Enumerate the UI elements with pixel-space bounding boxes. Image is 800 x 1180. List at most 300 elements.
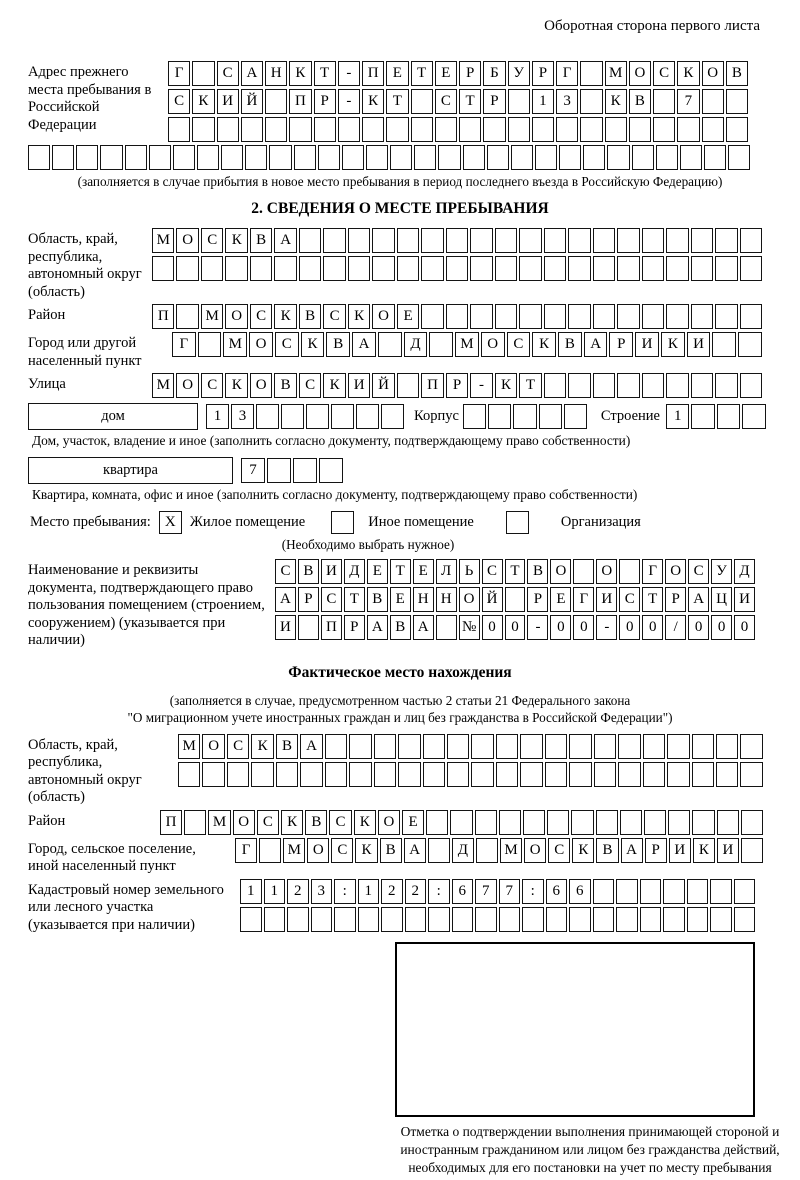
char-cell[interactable]: 7 <box>677 89 699 114</box>
char-cell[interactable] <box>463 404 486 429</box>
char-cell[interactable] <box>349 734 371 759</box>
char-cell[interactable]: С <box>250 304 272 329</box>
char-cell[interactable]: К <box>192 89 214 114</box>
char-cell[interactable] <box>642 228 664 253</box>
char-cell[interactable] <box>325 734 347 759</box>
char-cell[interactable]: О <box>202 734 224 759</box>
char-cell[interactable] <box>411 89 433 114</box>
char-cell[interactable] <box>656 145 678 170</box>
char-cell[interactable] <box>556 117 578 142</box>
char-cell[interactable] <box>618 762 640 787</box>
char-cell[interactable]: В <box>250 228 272 253</box>
char-cell[interactable]: С <box>329 810 351 835</box>
char-cell[interactable]: О <box>225 304 247 329</box>
char-cell[interactable]: Е <box>435 61 457 86</box>
char-cell[interactable] <box>470 304 492 329</box>
char-cell[interactable]: Т <box>459 89 481 114</box>
char-cell[interactable] <box>605 117 627 142</box>
char-cell[interactable]: И <box>669 838 691 863</box>
char-cell[interactable] <box>663 907 685 932</box>
char-cell[interactable] <box>192 61 214 86</box>
char-cell[interactable]: 2 <box>381 879 403 904</box>
char-cell[interactable]: А <box>413 615 434 640</box>
char-cell[interactable] <box>358 907 380 932</box>
char-cell[interactable] <box>691 404 715 429</box>
char-cell[interactable] <box>519 256 541 281</box>
char-cell[interactable]: Р <box>645 838 667 863</box>
char-cell[interactable] <box>568 304 590 329</box>
char-cell[interactable]: А <box>367 615 388 640</box>
char-cell[interactable]: У <box>508 61 530 86</box>
char-cell[interactable] <box>274 256 296 281</box>
char-cell[interactable]: 1 <box>206 404 229 429</box>
char-cell[interactable] <box>715 256 737 281</box>
char-cell[interactable]: К <box>605 89 627 114</box>
char-cell[interactable]: № <box>459 615 480 640</box>
char-cell[interactable]: Т <box>519 373 541 398</box>
char-cell[interactable] <box>251 762 273 787</box>
char-cell[interactable] <box>314 117 336 142</box>
char-cell[interactable] <box>569 907 591 932</box>
char-cell[interactable]: С <box>275 332 299 357</box>
char-cell[interactable] <box>76 145 98 170</box>
char-cell[interactable]: 7 <box>475 879 497 904</box>
char-cell[interactable] <box>564 404 587 429</box>
char-cell[interactable] <box>523 810 545 835</box>
char-cell[interactable]: О <box>249 332 273 357</box>
char-cell[interactable] <box>435 117 457 142</box>
char-cell[interactable]: А <box>688 587 709 612</box>
char-cell[interactable]: О <box>378 810 400 835</box>
char-cell[interactable] <box>702 117 724 142</box>
char-cell[interactable]: Е <box>550 587 571 612</box>
char-cell[interactable]: 1 <box>264 879 286 904</box>
char-cell[interactable] <box>463 145 485 170</box>
char-cell[interactable] <box>691 256 713 281</box>
char-cell[interactable] <box>545 762 567 787</box>
char-cell[interactable]: Р <box>446 373 468 398</box>
char-cell[interactable] <box>663 879 685 904</box>
char-cell[interactable] <box>256 404 279 429</box>
char-cell[interactable] <box>201 256 223 281</box>
char-cell[interactable]: - <box>338 61 360 86</box>
char-cell[interactable]: Г <box>556 61 578 86</box>
char-cell[interactable]: И <box>348 373 370 398</box>
char-cell[interactable] <box>568 228 590 253</box>
char-cell[interactable]: В <box>326 332 350 357</box>
char-cell[interactable] <box>429 332 453 357</box>
char-cell[interactable]: 1 <box>666 404 690 429</box>
char-cell[interactable]: К <box>362 89 384 114</box>
char-cell[interactable] <box>289 117 311 142</box>
char-cell[interactable]: А <box>621 838 643 863</box>
char-cell[interactable] <box>299 256 321 281</box>
char-cell[interactable]: А <box>584 332 608 357</box>
char-cell[interactable]: О <box>459 587 480 612</box>
char-cell[interactable] <box>593 256 615 281</box>
char-cell[interactable]: Т <box>386 89 408 114</box>
char-cell[interactable]: С <box>619 587 640 612</box>
char-cell[interactable]: К <box>225 228 247 253</box>
char-cell[interactable] <box>471 734 493 759</box>
char-cell[interactable]: Н <box>265 61 287 86</box>
char-cell[interactable] <box>471 762 493 787</box>
char-cell[interactable]: В <box>276 734 298 759</box>
char-cell[interactable] <box>267 458 291 483</box>
char-cell[interactable] <box>691 304 713 329</box>
char-cell[interactable] <box>716 762 738 787</box>
char-cell[interactable]: С <box>201 373 223 398</box>
char-cell[interactable]: С <box>482 559 503 584</box>
char-cell[interactable]: М <box>605 61 627 86</box>
char-cell[interactable]: П <box>321 615 342 640</box>
char-cell[interactable] <box>421 304 443 329</box>
char-cell[interactable] <box>642 256 664 281</box>
char-cell[interactable] <box>687 907 709 932</box>
char-cell[interactable] <box>596 810 618 835</box>
char-cell[interactable]: К <box>572 838 594 863</box>
char-cell[interactable]: О <box>629 61 651 86</box>
char-cell[interactable] <box>715 228 737 253</box>
char-cell[interactable]: В <box>390 615 411 640</box>
char-cell[interactable] <box>334 907 356 932</box>
char-cell[interactable] <box>374 734 396 759</box>
char-cell[interactable] <box>740 373 762 398</box>
char-cell[interactable]: П <box>289 89 311 114</box>
char-cell[interactable]: М <box>223 332 247 357</box>
char-cell[interactable] <box>287 907 309 932</box>
char-cell[interactable] <box>381 404 404 429</box>
char-cell[interactable]: И <box>217 89 239 114</box>
char-cell[interactable] <box>666 256 688 281</box>
char-cell[interactable]: : <box>428 879 450 904</box>
char-cell[interactable]: 3 <box>556 89 578 114</box>
char-cell[interactable] <box>398 762 420 787</box>
char-cell[interactable] <box>495 228 517 253</box>
char-cell[interactable]: - <box>596 615 617 640</box>
char-cell[interactable]: Й <box>372 373 394 398</box>
char-cell[interactable] <box>539 404 562 429</box>
char-cell[interactable]: И <box>687 332 711 357</box>
char-cell[interactable] <box>397 228 419 253</box>
char-cell[interactable] <box>294 145 316 170</box>
char-cell[interactable]: Й <box>482 587 503 612</box>
char-cell[interactable] <box>580 117 602 142</box>
char-cell[interactable]: И <box>321 559 342 584</box>
char-cell[interactable] <box>217 117 239 142</box>
char-cell[interactable] <box>687 879 709 904</box>
char-cell[interactable] <box>546 907 568 932</box>
char-cell[interactable] <box>397 256 419 281</box>
char-cell[interactable] <box>642 304 664 329</box>
char-cell[interactable] <box>710 907 732 932</box>
char-cell[interactable]: В <box>380 838 402 863</box>
char-cell[interactable] <box>197 145 219 170</box>
char-cell[interactable] <box>176 256 198 281</box>
char-cell[interactable]: И <box>635 332 659 357</box>
char-cell[interactable] <box>325 762 347 787</box>
char-cell[interactable]: В <box>305 810 327 835</box>
char-cell[interactable] <box>580 61 602 86</box>
char-cell[interactable] <box>666 304 688 329</box>
char-cell[interactable] <box>544 373 566 398</box>
char-cell[interactable] <box>666 373 688 398</box>
char-cell[interactable]: Д <box>344 559 365 584</box>
char-cell[interactable]: Г <box>168 61 190 86</box>
char-cell[interactable]: С <box>227 734 249 759</box>
char-cell[interactable]: 0 <box>550 615 571 640</box>
char-cell[interactable]: Ь <box>459 559 480 584</box>
char-cell[interactable]: Е <box>367 559 388 584</box>
char-cell[interactable]: Г <box>573 587 594 612</box>
char-cell[interactable]: - <box>338 89 360 114</box>
char-cell[interactable] <box>426 810 448 835</box>
char-cell[interactable] <box>568 373 590 398</box>
char-cell[interactable]: К <box>323 373 345 398</box>
char-cell[interactable] <box>616 879 638 904</box>
char-cell[interactable]: Т <box>344 587 365 612</box>
char-cell[interactable] <box>436 615 457 640</box>
char-cell[interactable]: О <box>307 838 329 863</box>
char-cell[interactable]: В <box>629 89 651 114</box>
char-cell[interactable]: Т <box>411 61 433 86</box>
char-cell[interactable]: М <box>152 373 174 398</box>
char-cell[interactable] <box>569 762 591 787</box>
char-cell[interactable] <box>323 228 345 253</box>
char-cell[interactable] <box>372 228 394 253</box>
char-cell[interactable]: В <box>367 587 388 612</box>
char-cell[interactable] <box>715 373 737 398</box>
char-cell[interactable]: К <box>495 373 517 398</box>
char-cell[interactable] <box>594 762 616 787</box>
char-cell[interactable] <box>717 810 739 835</box>
char-cell[interactable] <box>202 762 224 787</box>
char-cell[interactable] <box>666 228 688 253</box>
char-cell[interactable] <box>702 89 724 114</box>
char-cell[interactable]: Е <box>397 304 419 329</box>
char-cell[interactable] <box>607 145 629 170</box>
char-cell[interactable]: Д <box>404 332 428 357</box>
char-cell[interactable] <box>152 256 174 281</box>
char-cell[interactable] <box>250 256 272 281</box>
char-cell[interactable]: С <box>217 61 239 86</box>
char-cell[interactable]: В <box>527 559 548 584</box>
char-cell[interactable] <box>741 838 763 863</box>
char-cell[interactable] <box>691 228 713 253</box>
char-cell[interactable] <box>691 373 713 398</box>
char-cell[interactable] <box>198 332 222 357</box>
char-cell[interactable] <box>331 404 354 429</box>
char-cell[interactable]: 0 <box>642 615 663 640</box>
char-cell[interactable] <box>178 762 200 787</box>
char-cell[interactable]: 0 <box>619 615 640 640</box>
char-cell[interactable] <box>616 907 638 932</box>
char-cell[interactable]: М <box>455 332 479 357</box>
char-cell[interactable] <box>348 228 370 253</box>
char-cell[interactable] <box>712 332 736 357</box>
char-cell[interactable]: К <box>355 838 377 863</box>
char-cell[interactable] <box>496 762 518 787</box>
char-cell[interactable] <box>470 228 492 253</box>
char-cell[interactable] <box>269 145 291 170</box>
char-cell[interactable] <box>495 304 517 329</box>
char-cell[interactable] <box>496 734 518 759</box>
char-cell[interactable] <box>386 117 408 142</box>
char-cell[interactable] <box>299 228 321 253</box>
char-cell[interactable]: Р <box>344 615 365 640</box>
char-cell[interactable]: 6 <box>569 879 591 904</box>
char-cell[interactable] <box>475 907 497 932</box>
char-cell[interactable]: А <box>352 332 376 357</box>
char-cell[interactable] <box>423 734 445 759</box>
char-cell[interactable]: К <box>251 734 273 759</box>
char-cell[interactable]: 1 <box>532 89 554 114</box>
char-cell[interactable]: 0 <box>482 615 503 640</box>
char-cell[interactable]: П <box>362 61 384 86</box>
char-cell[interactable] <box>227 762 249 787</box>
char-cell[interactable]: В <box>726 61 748 86</box>
char-cell[interactable]: П <box>160 810 182 835</box>
char-cell[interactable]: Т <box>642 587 663 612</box>
char-cell[interactable] <box>594 734 616 759</box>
char-cell[interactable]: Р <box>483 89 505 114</box>
char-cell[interactable]: М <box>500 838 522 863</box>
char-cell[interactable]: Р <box>298 587 319 612</box>
char-cell[interactable]: П <box>421 373 443 398</box>
char-cell[interactable]: С <box>653 61 675 86</box>
char-cell[interactable]: Р <box>609 332 633 357</box>
char-cell[interactable] <box>265 117 287 142</box>
char-cell[interactable]: М <box>208 810 230 835</box>
char-cell[interactable] <box>532 117 554 142</box>
char-cell[interactable] <box>547 810 569 835</box>
char-cell[interactable] <box>740 228 762 253</box>
char-cell[interactable] <box>311 907 333 932</box>
char-cell[interactable] <box>632 145 654 170</box>
char-cell[interactable]: Р <box>665 587 686 612</box>
char-cell[interactable] <box>643 762 665 787</box>
char-cell[interactable] <box>298 615 319 640</box>
char-cell[interactable]: С <box>168 89 190 114</box>
char-cell[interactable]: : <box>522 879 544 904</box>
char-cell[interactable]: Р <box>314 89 336 114</box>
char-cell[interactable] <box>593 228 615 253</box>
char-cell[interactable]: С <box>275 559 296 584</box>
char-cell[interactable]: Р <box>532 61 554 86</box>
char-cell[interactable] <box>452 907 474 932</box>
char-cell[interactable]: И <box>717 838 739 863</box>
char-cell[interactable]: С <box>323 304 345 329</box>
char-cell[interactable]: С <box>331 838 353 863</box>
char-cell[interactable]: С <box>299 373 321 398</box>
char-cell[interactable] <box>508 89 530 114</box>
char-cell[interactable]: Т <box>314 61 336 86</box>
char-cell[interactable] <box>487 145 509 170</box>
char-cell[interactable]: 6 <box>452 879 474 904</box>
char-cell[interactable] <box>348 256 370 281</box>
char-cell[interactable]: И <box>734 587 755 612</box>
char-cell[interactable] <box>125 145 147 170</box>
char-cell[interactable] <box>241 117 263 142</box>
char-cell[interactable] <box>677 117 699 142</box>
char-cell[interactable]: Б <box>483 61 505 86</box>
char-cell[interactable] <box>342 145 364 170</box>
char-cell[interactable] <box>446 256 468 281</box>
char-cell[interactable] <box>405 907 427 932</box>
char-cell[interactable]: Л <box>436 559 457 584</box>
char-cell[interactable]: К <box>661 332 685 357</box>
char-cell[interactable] <box>259 838 281 863</box>
char-cell[interactable]: О <box>596 559 617 584</box>
char-cell[interactable]: П <box>152 304 174 329</box>
char-cell[interactable]: С <box>321 587 342 612</box>
char-cell[interactable]: Е <box>402 810 424 835</box>
char-cell[interactable] <box>245 145 267 170</box>
char-cell[interactable]: О <box>702 61 724 86</box>
char-cell[interactable] <box>544 304 566 329</box>
char-cell[interactable]: А <box>404 838 426 863</box>
char-cell[interactable]: Д <box>452 838 474 863</box>
char-cell[interactable] <box>692 762 714 787</box>
char-cell[interactable] <box>644 810 666 835</box>
char-cell[interactable]: - <box>470 373 492 398</box>
char-cell[interactable] <box>362 117 384 142</box>
char-cell[interactable]: Е <box>413 559 434 584</box>
char-cell[interactable] <box>545 734 567 759</box>
char-cell[interactable]: А <box>241 61 263 86</box>
char-cell[interactable] <box>374 762 396 787</box>
char-cell[interactable]: К <box>274 304 296 329</box>
char-cell[interactable] <box>544 256 566 281</box>
char-cell[interactable] <box>100 145 122 170</box>
char-cell[interactable]: У <box>711 559 732 584</box>
char-cell[interactable]: С <box>435 89 457 114</box>
char-cell[interactable]: К <box>281 810 303 835</box>
checkbox-zhiloe-pomeshchenie[interactable]: X <box>159 511 182 534</box>
char-cell[interactable]: 0 <box>505 615 526 640</box>
char-cell[interactable] <box>740 304 762 329</box>
char-cell[interactable] <box>421 228 443 253</box>
char-cell[interactable]: И <box>596 587 617 612</box>
char-cell[interactable]: Н <box>436 587 457 612</box>
char-cell[interactable] <box>580 89 602 114</box>
char-cell[interactable]: К <box>289 61 311 86</box>
char-cell[interactable] <box>726 89 748 114</box>
char-cell[interactable] <box>447 734 469 759</box>
char-cell[interactable] <box>643 734 665 759</box>
char-cell[interactable] <box>428 838 450 863</box>
char-cell[interactable] <box>225 256 247 281</box>
char-cell[interactable] <box>728 145 750 170</box>
char-cell[interactable] <box>192 117 214 142</box>
char-cell[interactable] <box>221 145 243 170</box>
char-cell[interactable] <box>619 559 640 584</box>
char-cell[interactable] <box>742 404 766 429</box>
char-cell[interactable] <box>617 228 639 253</box>
char-cell[interactable] <box>446 228 468 253</box>
char-cell[interactable] <box>520 734 542 759</box>
char-cell[interactable] <box>499 810 521 835</box>
char-cell[interactable] <box>149 145 171 170</box>
checkbox-inoe-pomeshchenie[interactable] <box>331 511 354 534</box>
char-cell[interactable] <box>52 145 74 170</box>
char-cell[interactable]: 0 <box>688 615 709 640</box>
char-cell[interactable]: 2 <box>287 879 309 904</box>
char-cell[interactable]: Н <box>413 587 434 612</box>
char-cell[interactable] <box>740 762 762 787</box>
char-cell[interactable]: Е <box>390 587 411 612</box>
char-cell[interactable] <box>513 404 536 429</box>
